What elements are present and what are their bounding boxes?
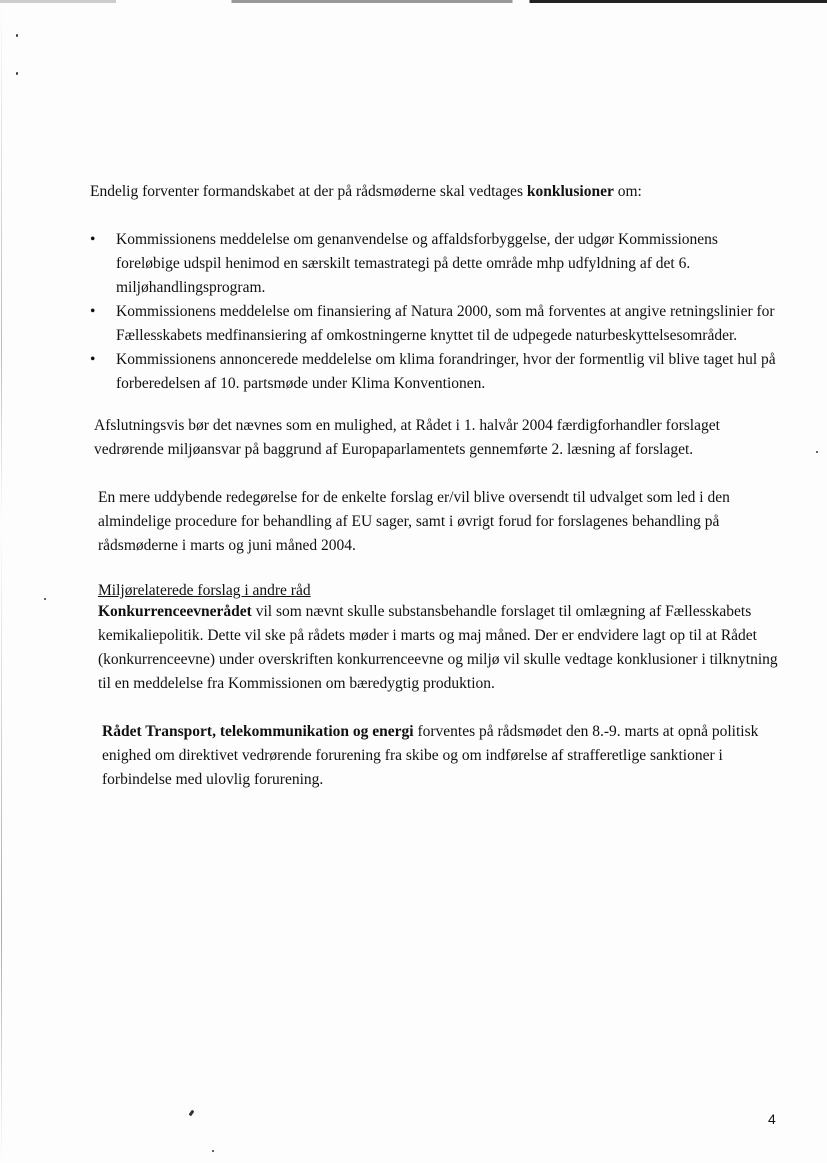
intro-text: Endelig forventer formandskabet at der på rådsmøderne skal vedtages [90,183,527,200]
afslutning-paragraph: Afslutningsvis bør det nævnes som en mulighed, at Rådet i 1. halvår 2004 færdigforhandler forslaget vedrørende miljøansvar på baggrund af Europaparlamentets gennemførte 2. læsning af forslaget. [94,417,720,458]
bullet-icon: • [90,303,96,320]
intro-paragraph [90,180,780,204]
page-number: 4 [768,1111,776,1127]
bullet-icon: • [90,351,96,368]
bullet-item [90,300,780,348]
bullet-list [90,228,780,396]
redegorelse-paragraph: En mere uddybende redegørelse for de enkelte forslag er/vil blive oversendt til udvalget som led i den almindelige procedure for behandling af EU sager, samt i øvrigt forud for forslagenes behandling på rådsmøderne i marts og juni måned 2004. [98,489,730,554]
scan-speck [212,1150,214,1152]
intro-suffix: om: [613,183,642,200]
konkurrence-text: vil som nævnt skulle substansbehandle forslaget til omlægning af Fællesskabets kemikaliepolitik. Dette vil ske på rådets møder i marts og maj måned. Der er endvidere lagt op til at Rådet (konkurrenceevne) under overskriften konkurrenceevne og miljø vil skulle vedtage konklusioner i tilknytning til en meddelelse fra Kommissionen om bæredygtig produktion. [98,603,778,692]
document-page [90,180,780,792]
transport-text: forventes på rådsmødet den 8.-9. marts at opnå politisk enighed om direktivet vedrørende forurening fra skibe og om indførelse af strafferetlige sanktioner i forbindelse med ulovlig forurening. [102,723,759,788]
scan-speck [816,451,818,453]
section-heading: Miljørelaterede forslag i andre råd [98,582,311,599]
scan-left-edge [1,0,2,1163]
bullet-item [90,228,780,300]
other-councils-section [90,582,780,696]
bullet-text: Kommissionens meddelelse om genanvendelse og affaldsforbyggelse, der udgør Kommissionens foreløbige udspil henimod en særskilt temastrategi på dette område mhp udfyldning af det 6. miljøhandlingsprogram. [116,231,718,296]
scan-speck [16,34,18,37]
transport-paragraph [90,720,780,792]
bullet-text: Kommissionens annoncerede meddelelse om klima forandringer, hvor der formentlig vil blive taget hul på forberedelsen af 10. partsmøde under Klima Konventionen. [116,351,776,392]
scan-speck [44,598,46,600]
scan-speck [16,72,18,75]
scan-top-edge [0,0,827,3]
bullet-item [90,348,780,396]
bullet-icon: • [90,231,96,248]
intro-bold-term: konklusioner [526,183,614,200]
bullet-text: Kommissionens meddelelse om finansiering af Natura 2000, som må forventes at angive retningslinier for Fællesskabets medfinansiering af omkostningerne knyttet til de udpegede naturbeskyttelsesområder. [116,303,775,344]
scan-speck [189,1110,195,1117]
transport-council-name: Rådet Transport, telekommunikation og energi [102,723,414,740]
konkurrence-paragraph [98,600,780,696]
konkurrence-council-name: Konkurrenceevnerådet [98,603,252,620]
